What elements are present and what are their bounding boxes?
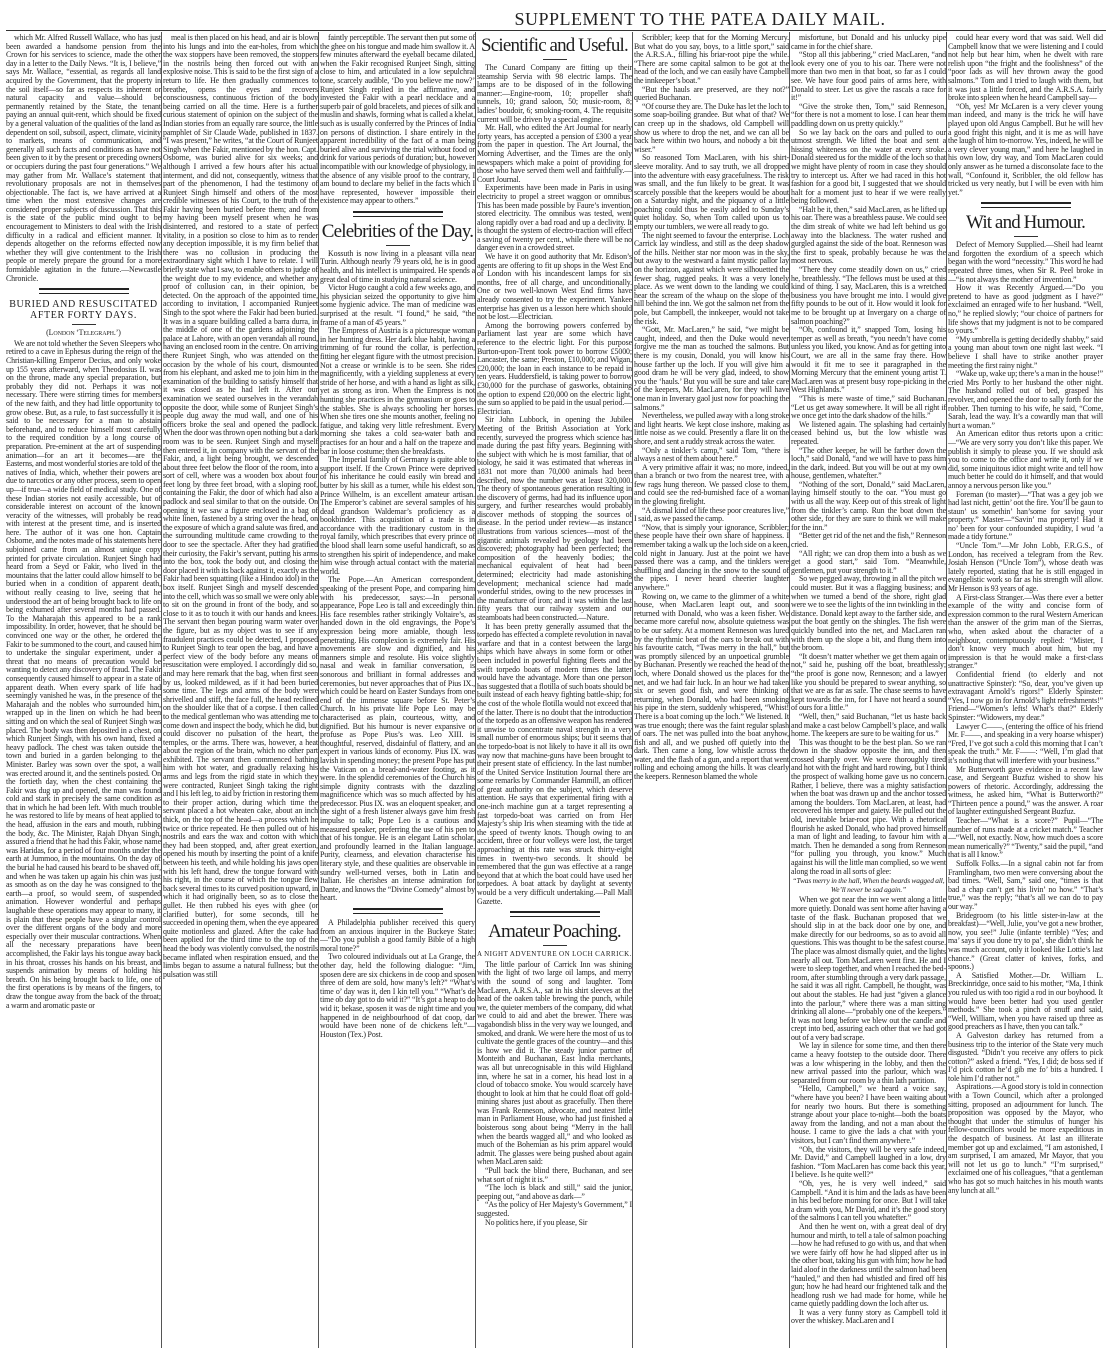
column-1 xyxy=(6,34,161,1010)
article-paragraph: “Of course they are. The Duke has let the loch to some soap-boiling grandee. But what of that? We can creep up in the shadows, old Campbell will show us where to drop the net, and we can all be back here within two hours, and nobody a bit the wiser.” xyxy=(634,101,789,154)
column-rule xyxy=(789,32,790,1348)
column-rule xyxy=(632,32,633,1348)
article-paragraph: Experiments have been made in Paris in using electricity to propel a street waggon or omnibus. This has been made possible by Faure’s invention, stored electricity. The omnibus was tested, went along rapidly over a bad road and up a declivity. It is thought the system of electro-traction will effect a saving of twenty per cent., while there will be no danger even in a crowded street. xyxy=(477,183,632,253)
article-paragraph: Mr Butterworth gave evidence in a recent law case, and Sergeant Buzfuz wished to show his powers of rhetoric. Accordingly, addressing the witness, he asked him, “What is Butterworth?” “Thirteen pence a pound,” was the answer. A roar of laughter extinguished Sergeant Buzfuz. xyxy=(948,764,1103,817)
article-subheading: A NIGHT ADVENTURE ON LOCH CARRICK. xyxy=(477,950,632,959)
article-paragraph: “Give the stroke then, Tom,” said Renneson, “for there is not a moment to lose. I can hear them paddling down on us pretty quickly.” xyxy=(791,101,946,128)
article-paragraph: This was thought to be the best plan. So we ran down in the shadow opposite the inn, and then crossed sharply over. We were thoroughly tired and hot with the fright and hard rowing, but I think the prospect of walking home gave us no concern. Rather, I believe, there was a mighty satisfaction when the boat was drawn up and the anchor tossed among the boulders. Tom MacLaren, at least, had recovered his temper and gaiety. He pulled out the old, inevitable briar-root pipe. With a rhetorical flourish he asked Donald, who had proved himself a man of light and leading, to favour him with a match. Then he demanded a song from Renneson “for pulling you through, you know.” Much against his will the little man complied, so we went along the road in all sorts of glee: xyxy=(791,737,946,876)
article-paragraph: “Only a tinkler’s camp,” said Tom, “there is always a nest of them about here.” xyxy=(634,445,789,464)
column-rule xyxy=(946,32,947,1348)
article-paragraph: “This is mere waste of time,” said Buchanan. “Let us get away somewhere. It will be all right if we once get into the dark shadow of the hills.” xyxy=(791,393,946,421)
article-paragraph: How it was Recently Argued.—“Do you pretend to have as good judgment as I have?” exclaimed an enraged wife to her husband. “Well, no,” he replied slowly; “our choice of partners for life shows that my judgment is not to be compared to yours.” xyxy=(948,283,1103,336)
article-paragraph: The Pope.—An American correspondent, speaking of the present Pope, and comparing him with his predecessor, says:—In personal appearance, Pope Leo is tall and exceedingly thin. His face resembles rather strikingly Voltaire’s, as handed down in the old engravings, the Pope’s expression being more amiable, though less penetrating. His complexion is extremely fair. His movements are slow and dignified, and his manners simple and resolute. His voice slightly nasal and weak in familiar conversation, is sonorous and brilliant in formal addresses and ceremonies, but never approaches that of Pius IX., which could be heard on Easter Sundays from one end of the immense square before St. Peter’s Church. In his private life Pope Leo may be characterised as plain, courteous, witty, and dignified. But his humour is never expansive or profuse as Pope Pius’s was. Leo XIII. is thoughtful, reserved, disdainful of flattery, and an expert in various kinds of economy. Pius IX. was lavish in spending money; the present Pope has put the Vatican on a bread-and-water footing, as it were. In the splendid ceremonies of the Church his simple dignity contrasts with the dazzling magnificence which was so much affected by his predecessor. Pius IX. was an eloquent speaker, and the sight of a fresh listener always gave him fresh impulse to talk; Pope Leo is a cautious and measured speaker, preferring the use of his pen to that of his tongue. He is an elegant Latin scholar, and profoundly learned in the Italian language. Purity, clearness, and elevation characterise his literary style, and these qualities are observable in sundry well-turned verses, both in Latin and Italian. He cherishes an intense admiration for Dante, and knows the “Divine Comedy” almost by heart. xyxy=(320,575,475,903)
article-paragraph: “Wake up, wake up; there’s a man in the house!” cried Mrs Portly to her husband the other night. The husband rolled out of bed, grasped his revolver, and opened the door to sally forth for the robber. Then turning to his wife, he said, “Come, Sarah, lead the way. It’s a cowardly man that will hurt a woman.” xyxy=(948,369,1103,430)
article-paragraph: A First-class Stranger.—Was there ever a better example of the witty and concise form of expression common to the rural Western American than the answer of the grim man of the Sierras, who, when asked about the character of a neighbour, contemptuously replied: “Mister, I don’t know very much about him, but my impression is that he would make a first-class stranger.” xyxy=(948,592,1103,671)
column-rule xyxy=(475,32,476,1348)
article-paragraph: Mr. Hall, who edited the Art Journal for nearly forty years, has accepted a pension of £300 a year from the paper in question. The Art Journal, the Morning Advertiser, and the Times are the only newspapers which make a point of providing for those who have served them well and faithfully.—Court Journal. xyxy=(477,123,632,184)
column-3 xyxy=(320,34,475,1039)
article-paragraph: Scribbler; keep that for the Morning Mercury. But what do you say, boys, to a little sport,” said the A.R.S.A., filling his briar-root pipe the while. “There are some capital salmon to be got at the head of the loch, and we can easily have Campbell the innkeeper’s boat.” xyxy=(634,33,789,85)
article-paragraph: “Well, then,” said Buchanan, “let us haste back and make a cast below Campbell’s place, and walk home. The keepers are sure to be waiting for us.” xyxy=(791,711,946,739)
article-paragraph: Suffolk Folks.—In a signal cabin not far from Framlingham, two men were conversing about the bad times. “Well, Sam,” said one, “times is that bad a chap can’t get his livin’ no how.” “That’s true,” was the reply; “that’s all we can do to pay our way.” xyxy=(948,859,1103,911)
article-paragraph: The night seemed to favour the enterprise. Loch Carrick lay windless, and still as the deep shadow of the hills. Neither star nor moon was in the sky, but away to the westward a faint mystic pallor lay on the horizon, against which were silhouetted the fewer shag, rugged peaks. It was a very lonely place. As we went down to the landing we could hear the scream of the whaup on the slope of the hill behind the inn. We got the salmon net from the pole, but Campbell, the innkeeper, would not take the risk. xyxy=(634,230,789,326)
article-paragraph: We listened again. The splashing had certainly ceased behind us, but the low whistle was repeated. xyxy=(791,419,946,446)
article-paragraph: Foreman (to master)—“That was a gey job we had last nicht, gettin’ oot the fire. You’ll be gaun to staun’ us somethin’ han’some for saving your property.” Master—“Savin’ ma property! Had it no’ been for your confounded stupidity, I wud ’a made a tidy fortune.” xyxy=(948,489,1103,542)
short-rule xyxy=(543,945,567,946)
double-rule xyxy=(353,211,443,217)
article-paragraph: Victor Hugo caught a cold a few weeks ago, and his physician seized the opportunity to give him some hygienic advice. The man of medicine was surprised at the result. “I found,” he said, “the frame of a man of 45 years.” xyxy=(320,283,475,327)
article-paragraph: It was a very funny story as Campbell told it over the whiskey. MacLaren and I xyxy=(791,1307,946,1326)
article-paragraph: Rowing on, we came to the glimmer of a white house, when MacLaren leapt out, and soon returned with Donald, who was a keen fisher. We became more careful now, absolute quietness was to be our safety. At a moment Renneson was lured by the rhythmic beat of the oars to break out with his favourite catch, “Twas merry in the hall,” but was promptly silenced by an unpoetical grumble by Buchanan. Presently we reached the head of the loch, where Donald showed us the places for the net, and we had fair luck. In an hour we had taken six or seven good fish, and were thinking of returning, when Donald, who had been smoking his pipe in the stern, suddenly whispered, “Whist! There is a boat coming up the loch.” We listened. It was true enough; there was the faint regular splash of oars. The net was pulled into the boat anyhow, fish and all, and we pushed off quietly into the dark. Then came a long, low whistle across the water, and the flash of a gun, and a report that went rolling and echoing among the hills. It was clearly the keepers. Renneson blamed the whole xyxy=(634,591,789,782)
short-rule xyxy=(386,245,410,246)
column-6 xyxy=(791,34,946,1326)
article-headline: BURIED AND RESUSCITATED AFTER FORTY DAYS. xyxy=(9,299,158,322)
article-paragraph: The Imperial family of Germany is quite able to support itself. If the Crown Prince were deprived of his inheritance he could easily win bread and butter by his skill as a turner, while his eldest son, Prince Wilhelm, is an excellent amateur artisan. The Emperor’s cabinet are several samples of his dead grandson Waldemar’s proficiency as a bookbinder. This acquisition of a trade is in accordance with the traditionary custom in the royal family, which prescribes that every prince of the blood shall learn some useful handicraft, so as to strengthen his spirit of independence, and make him wise through actual contact with the material world. xyxy=(320,455,475,576)
section-heading: Scientific and Useful. xyxy=(481,35,628,56)
article-paragraph: Sir John Lubbock, in opening the Jubilee Meeting of the British Association at York, recently, surveyed the progress which science has made during the past fifty years. Beginning with the subject with which he is most familiar, that of biology, he said it was estimated that whereas in 1831 not more than 70,000 animals had been described, now the number was at least 320,000. The theory of spontaneous generation resulting in the discovery of germs, had had its influence upon surgery, and further researches would probably discover methods of stopping the sources of disease. In the period under review—as instance illustrations from various sciences—most of the gigantic animals revealed by geology had been discovered; photography had been perfected; the composition of the heavenly bodies; the mechanical equivalent of heat had been determined; electricity had made astonishing development; mechanical science had made wonderful strides, owing to the new processes in the manufacture of iron; and it was within the last fifty years that our railway system and our steamboats had been constructed.—Nature. xyxy=(477,415,632,622)
article-paragraph: So we pegged away, throwing in all the pitch we could muster. But it was a flagging business; and when we turned a bend of the shore, right glad were we to see the lights of the inn twinkling in the distance. Donald kept away to the farther side, and put the boat gently on the shingles. The fish were quickly bundled into the net, and MacLaren ran with them up the slope a bit, and flung them into the broom. xyxy=(791,574,946,653)
section-heading: Celebrities of the Day. xyxy=(321,220,474,242)
article-paragraph: Teacher—“What is a score?” Pupil—“The number of runs made at a cricket match.” Teacher—“Well, not exactly. Now, how much does a score mean numerically?” “Twenty,” said the pupil, “and that is all I know.” xyxy=(948,816,1103,860)
article-paragraph: Defect of Memory Supplied.—Sheil had learnt and forgotten the exordium of a speech which began with the word “necessity.” This word he had repeated three times, when Sir R. Peel broke in—“is not always the mother of invention.” xyxy=(948,240,1103,284)
article-paragraph: Among the borrowing powers conferred by Parliament last year are some which have reference to the electric light. For this purpose Burton-upon-Trent took power to borrow £5000; Lancaster, the same; Preston, £10,000; and Wigan, £20,000; the loan in each instance to be repaid in ten years. Huddersfield, is taking power to borrow £30,000 for the purchase of gasworks, obtaining the option to expend £20,000 on the electric light, the sum so applied to be paid in the usual period.—Electrician. xyxy=(477,320,632,416)
masthead-rule xyxy=(6,30,1106,31)
article-paragraph: meal is then placed on his head, and air is blown into his lungs and into the ear-holes, from which the wax stoppers have been removed, the stoppers in the nostrils being then forced out with an explosive noise. This is said to be the first sign of a return to life. He then gradually commences to breathe, opens the eyes and recovers consciousness, continuous friction of the body being carried on all the time. Here is a further curious statement of opinion on the subject of the Indian stories from an equally rare source, the little pamphlet of Sir Claude Wade, published in 1837. “I was present,” he writes, “at the Court of Runjeet Singh when the Fakir, mentioned by the hon. Capt. Osborne, was buried alive for six weeks; and although I arrived a few hours after his actual interment, and did not, consequently, witness that part of the phenomenon, I had the testimony of Runjeet Singh himself and others of the most credible witnesses of his Court, to the truth of the Fakir having been buried before them; and from my having been myself present when he was disinterred, and restored to a state of perfect vitality, in a position so close to him as to render any deception impossible, it is my firm belief that there was no collusion in producing the extraordinary sight which I have to relate. I will briefly state what I saw, to enable others to judge of the weight due to my evidence, and whether any proof of collusion can, in their opinion, be detected. On the approach of the appointed time, according to invitation, I accompanied Runjeet Singh to the spot where the Fakir had been buried. It was in a square building called a barra durra, in the middle of one of the gardens adjoining the palace at Lahore, with an open verandah all round, having an enclosed room in the centre. On arriving there Runjeet Singh, who was attended on the occasion by the whole of his court, dismounted from his elephant, and asked me to join him in the examination of the building to satisfy himself that it was closed as he had left it. After our examination we seated ourselves in the verandah opposite the door, while some of Runjeet Singh’s people dug away the mud wall, and one of his officers broke the seal and opened the padlock. When the door was thrown open nothing but a dark room was to be seen. Runjeet Singh and myself then entered it, in company with the servant of the Fakir, and, a light being brought, we descended about three feet below the floor of the room, into a sort of cell, where was a wooden box about four feet long by three feet broad, with a sloping roof, containing the Fakir, the door of which had also a padlock and seal similar to that on the outside. On opening it we saw a figure enclosed in a bag of white linen, fastened by a string over the head, on the exposure of which a grand salute was fired, and the surrounding multitude came crowding to the door to see the spectacle. After they had gratified their curiosity, the Fakir’s servant, putting his arms into the box, took the body out, and closing the door placed it with its back against it, exactly as the Fakir had been squatting (like a Hindoo idol) in the box itself. Runjeet Singh and myself descended into the cell, which was so small we were only able to sit on the ground in front of the body, and so close to it as to touch it with our hands and knees. The servant then began pouring warm water over the figure, but as my object was to see if any fraudulent practices could be detected, I proposed to Runjeet Singh to tear open the bag, and have a perfect view of the body before any means of resuscitation were employed. I accordingly did so, and may here remark that the bag, when first seen by us, looked mildewed, as if it had been buried some time. The legs and arms of the body were shrivelled and stiff, the face full, the head reclined on the shoulder like that of a corpse. I then called to the medical gentleman who was attending me to come down and inspect the body, which he did, but could discover no pulsation of the heart, the temples, or the arms. There was, however, a heat about the region of the brain, which no other part exhibited. The servant then commenced bathing him with hot water, and gradually relaxing his arms and legs from the rigid state in which they were contracted, Runjeet Singh taking the right and I his left leg, to aid by friction in restoring them to their proper action, during which time the servant placed a hot wheaten cake, about an inch thick, on the top of the head—a process which he twice or thrice repeated. He then pulled out of his nostrils and ears the wax and cotton with which they had been stopped, and, after great exertion, opened his mouth by inserting the point of a knife between his teeth, and while holding his jaws open with his left hand, drew the tongue forward with his right, in the course of which the tongue flew back several times to its curved position upward, in which it had originally been, so as to close the gullet. He then rubbed his eyes with ghee (or clarified butter), for some seconds, till he succeeded in opening them, when the eye appeared quite motionless and glazed. After the cake had been applied for the third time to the top of the head the body was violently convulsed, the nostrils became inflated when respiration ensued, and the limbs began to assume a natural fullness; but the pulsation was still xyxy=(163,33,319,979)
column-2 xyxy=(163,34,318,979)
article-paragraph: “Nothing of the sort, Donald,” said MacLaren, laying himself stoutly to the oar. “You must go with us all the way. Keep out of this streak of light from the tinkler’s camp. Run the boat down the other side, for they are sure to think we will make for the inn.” xyxy=(791,479,946,532)
article-paragraph: “There they come steadily down on us,” cried he, breathlessly. “The fellows must be used at this kind of thing. I say, MacLaren, this is a wretched business you have brought me into. I would give fifty pounds to be out of it. How would it look for me to be brought up at Invergary on a charge of salmon poaching?” xyxy=(791,265,946,326)
section-heading: Wit and Humour. xyxy=(965,212,1086,234)
article-paragraph: Two coloured individuals out at La Grange, the other day, held the following dialogue: “Jim, sposen dere are six chickens in de coop and sposen three of dem are sold, how many’s left?” “What’s time o’ day was it, den I kin tell you.” “What’s de time ob day got to do wid it?” “It’s got a heap to do wid it; bekase, sposen it was de night time and you happened in de neighbourhood of dat coop, dar would have been none of de chickens left.”—Houston (Tex.) Post. xyxy=(320,952,475,1039)
article-paragraph: An American editor thus retorts upon a critic:—“We are very sorry you don’t like this paper. We publish it simply to please you. If we should ask you to come to the office and write it, only if we did, some iniquitous idiot might write and tell how much better he could do it himself, and that would annoy a nervous person like you.” xyxy=(948,429,1103,490)
article-paragraph: “Better get rid of the net and the fish,” Renneson cried. xyxy=(791,531,946,550)
article-paragraph: “As the policy of Her Majesty’s Government,” I suggested. xyxy=(477,1200,632,1218)
double-rule xyxy=(39,288,129,294)
article-paragraph: Aspirations.—A good story is told in connection with a Town Council, which after a prolonged sitting, proposed an adjournment for lunch. The proposition was opposed by the Mayor, who thought that under the stimulus of hunger his fellow-councillors would be more expeditious in the despatch of business. At last an illiterate member got up and exclaimed, “I am astonished, I am surprised, I am amazed, Mr Mayor, that you will not let us go to lunch.” “I’m surprised,” exclaimed one of his colleagues, “that a gentleman who has got so much haitches in his mouth wants any lunch at all.” xyxy=(948,1082,1103,1195)
article-paragraph: Nevertheless, we pulled away with a long stroke and light hearts. We kept close inshore, making as little noise as we could. Presently a flare lit on the shore, and sent a ruddy streak across the water. xyxy=(634,411,789,446)
article-paragraph: “Stop all this jabbering,” cried MacLaren, “and look every one of you to his oar. There were not more than two men in that boat, so far as I could see. We have four good pairs of arms here, with Donald to steer. Let us give the rascals a race for it!” xyxy=(791,50,946,103)
article-paragraph: So reasoned Tom MacLaren, with his shirt-sleeve morality. And to say truth, we all dropped into the adventure with easy gracefulness. The risk was small, and the fun likely to be great. It was scarcely possible that the keepers would be about on a Saturday night, and the piquancy of a little poaching could thus be easily added to Sunday’s quiet holiday. So, when Tom called upon us to empty our tumblers, we were all ready to go. xyxy=(634,153,789,232)
article-paragraph: could hear every word that was said. Well did Campbell know that we were listening and I could not help but hear him, when he dwelt with rare relish upon “the fright and the foolishness” of the “poor lads as will hev thrown away the good salmons.” Tom and I tried to laugh with them, but it was just a little forced, and the A.R.S.A. fairly broke into spleen when he heard Campbell say— xyxy=(948,33,1103,103)
article-paragraph: We lay in silence for some time, and then there came a heavy footstep to the outside door. There was a low whispering in the lobby, and then the new arrival passed into the parlour, which was separated from our room by a thin lath partition. xyxy=(791,1041,946,1085)
short-rule xyxy=(1014,236,1038,237)
article-paragraph: The little parlour of Carrick Inn was shining with the light of two large oil lamps, and merry with the sound of song and laughter. Tom MacLaren, A.R.S.A., sat in his shirt sleeves at the head of the oaken table brewing the punch, while we, the quieter members of the company, did what we could to aid and abet the brewer. There was vagabondish bliss in the very way we lounged, and smoked, and drank. We were here the most of us to cultivate the gentle graces of the country—and this is how we did it. The steady junior partner of Monteith and Buchanan, East India merchants, was all but unrecognisable in this wild Highland inn, where he sat in a corner, his head lost in a cloud of tobacco smoke. You would scarcely have thought to look at him that he could float off gold-mining shares just about as gracefully. Then there was Frank Renneson, advocate, and neatest little man in Parliament House, who had just finished a boisterous song about being “Merry in the hall when the beards wagged all,” and who looked as much of the Bohemian as his prim apparel would admit. The glasses were being pushed about again when MacLaren said: xyxy=(477,959,632,1167)
column-5 xyxy=(634,34,789,782)
article-paragraph: Lawyer C——, (entering the office of his friend Mr. F——, and speaking in a very hoarse whisper) “Fred, I’ve got such a cold this morning that I can’t speak the truth.” Mr. F——: “Well, I’m glad that it’s nothing that will interfere with your business.” xyxy=(948,721,1103,765)
article-paragraph: We have it on good authority that Mr. Edison’s agents are offering to fit up shops in the West End of London with his incandescent lamps for six months, free of all charge, and unconditionally. One or two well-known West End firms have already consented to try the experiment. Yankee enterprise has given us a lesson here which should not be lost.—Electrician. xyxy=(477,252,632,322)
article-paragraph: “The other keeper, he will be farther down the loch,” said Donald, “and we will have to pass him in the dark, indeed. But you will be out at my own house, gentlemen, whatefter.” xyxy=(791,445,946,481)
article-paragraph: “Pull back the blind there, Buchanan, and see what sort of night it is.” xyxy=(477,1166,632,1184)
article-paragraph: “Oh, the visitors, they will be very safe indeed, Mr. David,” and Campbell laughed in a low, dry fashion. “Tom MacLaren has come back this year, I believe. Is he quite well?” xyxy=(791,1144,946,1180)
masthead: SUPPLEMENT TO THE PATEA DAILY MAIL. xyxy=(514,9,886,29)
article-paragraph: Confidential friend (to elderly and not unattractive Spinster): “So, dear, you’ve given up extravagant Arnold’s rigors!” Elderly Spinster: “Yes, I now go in for Arnold’s light refreshments!” Friend—“Women’s lefts! What’s that?” Elderly Spinster: “Widowers, my dear.” xyxy=(948,669,1103,722)
article-paragraph: So we lay back on the oars and pulled to our utmost strength. We lifted the boat and sent a hissing whiteness on the water at every stroke. Donald steered us for the middle of the loch so that we might have plenty of room in case they should try to intercept us. After we had raced in this hot fashion for a good bit, I suggested that we should halt for a moment just to hear if we were really being followed. xyxy=(791,127,946,206)
article-paragraph: “Oh, yes, he is very well indeed,” said Campbell. “And it is him and the lads as have been in his bed before morning for once. But I will take a dram with you, Mr David, and it’s the good story of the salmons I can tell you whatefter.” xyxy=(791,1178,946,1223)
article-paragraph: We are not told whether the Seven Sleepers who retired to a cave in Ephesus during the reign of the Christian-killing Emperor Decius, and only woke up 155 years afterward, when Theodosius II. was on the throne, made any special preparation, but probably they did not. Perhaps it was not necessary. There were stirring times for members of the new faith, and they had little opportunity to grow obese. But, as a rule, to fast successfully it is said to be necessary for a man to abstain beforehand, and to reduce himself most carefully to the required condition by a long course of preparation. Pre-eminent at the art of suspending animation—for an art it becomes—are the Easterns, and most wonderful stories are told of the natives of India, which, whether their powers are due to narcotics or any other process, seem to open up—if true—a wide field of medical study. One of these Indian stories not easily accessible, but of considerable interest on account of the known veracity of the witnesses, will probably be read with interest at the present time, and is inserted here. The author of it was one hon. Captain Osborne, and the notes made of his statements here subjoined came from an almost unique copy printed for private circulation. Runjeet Singh had heard from a Seyd or Fakir, who lived in the mountains that the latter could allow himself to be buried when in a condition of apparent death, without really ceasing to live, seeing that he understood the art of being brought back to life on being exhumed after several months had passed. To the Maharajah this appeared to be a rank impossibility. In order, however, that he should be convinced one way or the other, he ordered the Fakir to be summoned to the court, and caused him to undertake the singular experiment, under a threat that no means of precaution would be wanting to detect any discovery of fraud. The Fakir consequently caused himself to appear in a state of apparent death. When every spark of life had seemingly vanished he was, in the presence of the Maharajah and the nobles who surrounded him, wrapped up in the linen on which he had been sitting and on which the seal of Runjeet Singh was placed. The body was then deposited in a chest, on which Runjeet Singh, with his own hand, fixed a heavy padlock. The chest was taken outside the town and buried in a garden belonging to the Minister. Barley was sown over the spot, a wall was erected around it, and the sentinels posted. On the fortieth day, when the chest containing the Fakir was dug up and opened, the man was found cold and stark in precisely the same condition as that in which he had been left. With much trouble he was restored to life by means of heat applied to the head, affusion in the ears and mouth, rubbing the body, &c. The Minister, Rajah Dhyan Singh, assured a friend that he had this Fakir, whose name was Haridas, for a period of four months under the earth at Jummoo, in the mountains. On the day of the burial he had caused his beard to be shaved off, and when he was taken up again his chin was just as smooth as on the day he was consigned to the earth—a proof, so would seem, of suspended animation. However wonderful and perhaps laughable these operations may appear to many, it is plain that these people have a singular control over the different organs of the body and more especially over their muscular contractions. When all the necessary preparations have been accomplished, the Fakir lays his tongue away back in his throat, crosses his hands on his breast, and suspends animation by means of holding his breath. On his being brought back to life, one of the first operations is by means of the fingers, to draw the tongue away from the back of the throat; a warm and aromatic paste or xyxy=(6,338,161,1010)
article-paragraph: misfortune, but Donald and his unlucky pipe came in for the chief share. xyxy=(791,33,946,51)
article-paragraph: “But the hauls are preserved, are they not?” queried Buchanan. xyxy=(634,84,789,103)
article-paragraph: A Galveston darkey has returned from a business trip to the interior of the State very much disgusted. “Didn’t you receive any offers to pick cotton?” asked a friend. “Yes, I did; de boss sed if I’d pick cotton he’d gib me fo’ bits a hundred. I tole him I’d rather not.” xyxy=(948,1030,1103,1083)
article-paragraph: “Hello, Campbell,” we heard a voice say, “where have you been? I have been waiting about for nearly two hours. But there is something strange about your place to-night—both the boats away from the landing, and not a man about the house. I came to give the lads a chat with your visitors, but I can’t find them anywhere.” xyxy=(791,1084,946,1145)
article-paragraph: Kossuth is now living in a pleasant villa near Turin. Although nearly 79 years old, he is in good health, and his intellect is unimpaired. He spends a great deal of time in studying natural science. xyxy=(320,248,475,284)
article-paragraph: A Philadelphia publisher received this query from an anxious inquirer in the Buckeye State:—“Do you publish a good family Bible of a high moral tone?” xyxy=(320,918,475,953)
article-paragraph: “My umbrella is getting decidedly shabby,” said a young man about town one night last week. “I believe I shall have to strike another prayer meeting the first rainy night.” xyxy=(948,334,1103,370)
column-rule xyxy=(161,32,162,1348)
article-paragraph: “It doesn’t matter whether we get them again or not,” said he, pushing off the boat, breathlessly; “the proof is gone now, Renneson; and a lawyer like you should be prepared to swear anything, so that we are as far as safe. The chase seems to have kept towards the inn, for I have not heard a sound of ours for a little.” xyxy=(791,651,946,713)
article-paragraph: “All right; we can drop them into a bush as we get a good start,” said Tom. “Meanwhile, gentlemen, put your strength to it.” xyxy=(791,548,946,575)
article-paragraph: Bridegroom (to his little sister-in-law at the breakfast)—“Well, Julie, you’ve got a new brother, now, you see!” Julie (infante terrible) “Yes; and ma’ says if you done try to pa’, she didn’t think he was much account, only it looked like Lottie’s last chance.” (Great clatter of knives, forks, and spoons.) xyxy=(948,910,1103,972)
double-rule xyxy=(981,202,1071,208)
section-heading: Amateur Poaching. xyxy=(488,921,621,943)
column-7 xyxy=(948,34,1103,1195)
double-rule xyxy=(510,911,600,917)
article-paragraph: faintly perceptible. The servant then put some of the ghee on his tongue and made him swallow it. A few minutes afterward the eyeball became dilated, when the Fakir recognised Runjeet Singh, sitting close to him, and articulated in a low sepulchral tone, scarcely audible, ‘Do you believe me now?’ Runjeet Singh replied in the affirmative, and invested the Fakir with a pearl necklace and a superb pair of gold bracelets, and pieces of silk and muslin and shawls, forming what is called a khelat, such as is usually conferred by the Princes of India on persons of distinction. I share entirely in the apparent incredibility of the fact of a man being buried alive and surviving the trial without food or drink for various periods of duration; but, however incompatible with our knowledge of physiology, in the absence of any visible proof to the contrary, I am bound to declare my belief in the facts which I have represented, however impossible their existence may appear to others.” xyxy=(320,33,475,206)
article-paragraph: which Mr. Alfred Russell Wallace, who has just been awarded a handsome pension from the Crown for his services to science, made the other day in a letter to the Daily News. “It is, I believe,” says Mr. Wallace, “essential, as regards all land acquired by the Government, that the property in the soil itself—so far as respects its inherent or natural capacity and value—should be permanently retained by the State, the tenant paying an annual quit-rent, which should be fixed by a general valuation of the qualities of the land as dependent on soil, subsoil, aspect, climate, vicinity to markets, means of communication, and generally all such facts and conditions as have not been given to it by the present or preceding owners or occupiers during the past four generations.” We may gather from Mr. Wallace’s statement that revolutionary proposals are not in themselves objectionable. The fact is, we have arrived at a time when the most extensive changes are considered proper subjects of discussion. That this is the state of the public mind ought to be encouragement to Ministers to deal with the Irish difficulty in a radical and efficient manner. It depends altogether on the reforms effected now whether they will give contentment to the Irish people or merely prepare the ground for a more formidable agitation in the future.—Newcastle Chronicle. xyxy=(6,33,161,283)
article-paragraph: When we got near the inn we went along a little more quietly. Donald was sent home after having a taste of the flask. Buchanan proposed that we should slip in at the back door one by one, and make directly for our bedrooms, so as to avoid all questions. This was thought to be the safest course. The place was almost dismally quiet, and the lights nearly all out. Tom MacLaren went first. He and I were to sleep together, and when I reached the bed-room, after stumbling through a very dark passage, he said it was all right. Campbell, he thought, was out about the stables. He had just “given a glance into the parlour,” where there was a man sitting drinking all alone—“probably one of the keepers.” It was not long before we blew out the candle and crept into bed, assuring each other that we had got out of a very bad scrape. xyxy=(791,895,946,1042)
short-rule xyxy=(72,324,96,325)
article-paragraph: “Gott, Mr. MacLaren,” he said, “we might be caught, indeed, and then the Duke would never forgive me the man as touched the salmons. But there is my cousin, Donald, you will know his house farther up the loch. If you will give him a good dram he will be very glad, indeed, to show you the ‘hauls.’ But you will be sure and take care of the keepers, Mr. MacLaren, for they will have one man in Inverary gaol just now for poaching the salmons.” xyxy=(634,325,789,412)
column-4 xyxy=(477,34,632,1227)
article-paragraph: “Oh, confound it,” snapped Tom, losing his temper as well as breath, “you needn’t have come unless you liked, you know. And as for getting into Court, we are all in the same fray there. How would it fit me to see it paragraphed in the Morning Mercury that the eminent young artist T. MacLaren was at present busy rope-picking in the West Highlands.” xyxy=(791,325,946,395)
article-paragraph: “Now, that is simply your ignorance, Scribbler; these people have their own share of happiness. I remember taking a walk up the loch side on a keen, cold night in January. Just at the point we have passed there was a camp, and the tinklers were shuffling and dancing in the snow to the sound of the pipes. I never heard cheerier laughter anywhere.” xyxy=(634,522,789,592)
article-paragraph: A Satisfied Mother.—Dr. William L. Breckinridge, once said to his mother, “Ma, I think you ruled us with too rigid a rod in our boyhood. It would have been better had you used gentler methods.” She took a pinch of snuff and said, “Well, William, when you have raised up three as good preachers as I have, then you can talk.” xyxy=(948,970,1103,1032)
article-paragraph: It has been pretty generally assumed that the torpedo has effected a complete revolution in naval warfare and that in a contest between the large ships which have always in some form or other been included in powerful fighting fleets and the swift torpedo boats of modern times the latter would have the advantage. More than one person has suggested that a flotilla of such boats should be built instead of each heavy fighting battle-ship; for the cost of the whole flotilla would not exceed that of the latter. There is no doubt that the introduction of the torpedo as an offensive weapon has rendered it unwise to concentrate naval strength in a very small number of enormous ships; but it seems that the torpedo-boat is not likely to have it all its own way now that machine-guns have been brought to their present state of efficiency. In the last number of the United Service Institution Journal there are some remarks by Commander Hammill, an officer of great authority on the subject, which deserve attention. He says that experimental firing with a one-inch machine gun at a target representing a fast torpedo-boat was carried on from Her Majesty’s ship Iris when steaming with the tide at the speed of twenty knots. Though owing to an accident, three or four volleys were lost, the target approaching at this rate was struck thirty-eight times in twenty-two seconds. It should be remembered that the gun was effective at a range beyond that at which the boat could have used her torpedoes. A boat attack by daylight at seventy would be a very difficult undertaking.—Pall Mall Gazette. xyxy=(477,621,632,906)
verse-quote: “Twas merry in the hall, When the beards wagged all, We’ll never be sad again.” xyxy=(792,876,945,894)
article-paragraph: And then he went on, with a great deal of dry humour and mirth, to tell a tale of salmon poaching—how he had refused to go with us, and that when we were fairly off how he had slipped after us in the other boat, taking his gun with him; how he had laid aloof in the darkness until the salmon had been “hauled,” and then had whistled and fired off his gun; how he had heard our frightened talk and the headlong rush we had made for home, while he came quietly paddling down the loch after us. xyxy=(791,1221,946,1309)
article-paragraph: A very primitive affair it was; no more, indeed, than a branch or two from the nearest tree, with a few rags hung thereon. We passed close to them, and could see the red-burnished face of a woman in the glowing firelight. xyxy=(634,462,789,507)
short-rule xyxy=(543,59,567,60)
article-paragraph: “Halt be it, then,” said MacLaren, as he lifted up his oar. There was a breathless pause. We could see the dim streak of white we had left behind us go away into the blackness. The water rushed and gurgled against the side of the boat. Renneson was the first to speak, probably because he was the most nervous. xyxy=(791,204,946,266)
article-paragraph: “A dismal kind of life these poor creatures live,” I said, as we passed the camp. xyxy=(634,505,789,524)
article-paragraph: The Cunard Company are fitting up their steamship Servia with 98 electric lamps. The lamps are to be disposed of in the following manner:—Engine-room, 10; propeller shaft tunnels, 10; grand saloon, 50; music-room, 8; ladies’ boudoir, 6; smoking-room, 4. The requisite current will be driven by a special engine. xyxy=(477,63,632,124)
article-paragraph: No politics here, if you please, Sir xyxy=(485,1217,588,1227)
article-paragraph: “The loch is black and still,” said the junior, peeping out, “and above as dark—” xyxy=(477,1183,632,1201)
article-paragraph: The Empress of Austria is a picturesque woman in her hunting dress. Her dark blue habit, having a trimming of fur round the collar, is perfection, fitting her elegant figure with the utmost precision. Not a crease or wrinkle is to be seen. She rides magnificently, with a yielding suppleness at every stride of her horse, and with a hand as light as silk, yet as strong as iron. When the Empress is not hunting she practices in the gymnasium or goes to the stables. She is always schooling her horses. When she tires one she mounts another, feeling no fatigue, and taking very little refreshment. Every morning she takes a cold sea-water bath and practises for an hour and a half on the trapeze and bar in loose costume; then she breakfasts. xyxy=(320,326,475,456)
article-paragraph: “Oh, yes! Mr McLaren is a very clever young man indeed, and many is the trick he will have played upon old Angus Campbell. But he will hev a good fright this night, and it is me as will have the laugh of him to-morrow. Yes, indeed, he will be a very clever young man,” and here he laughed in his own low, dry way, and Tom MacLaren could only answer as he turned a disconsolate face to the wall, “Confound it, Scribbler, the old fellow has tricked us very neatly, but I will be even with him yet.” xyxy=(948,101,1103,197)
article-source: (London ‘Telegraph.’) xyxy=(46,328,121,338)
article-paragraph: “Uncle Tom.”—Mr John Lobb, F.R.G.S., of London, has received a telegram from the Rev. Josiah Henson (“Uncle Tom”), whose death was lately reported, stating that he is still engaged in evangelistic work so far as his strength will allow. Mr Henson is 93 years of age. xyxy=(948,541,1103,594)
column-rule xyxy=(318,32,319,1348)
double-rule xyxy=(353,908,443,914)
